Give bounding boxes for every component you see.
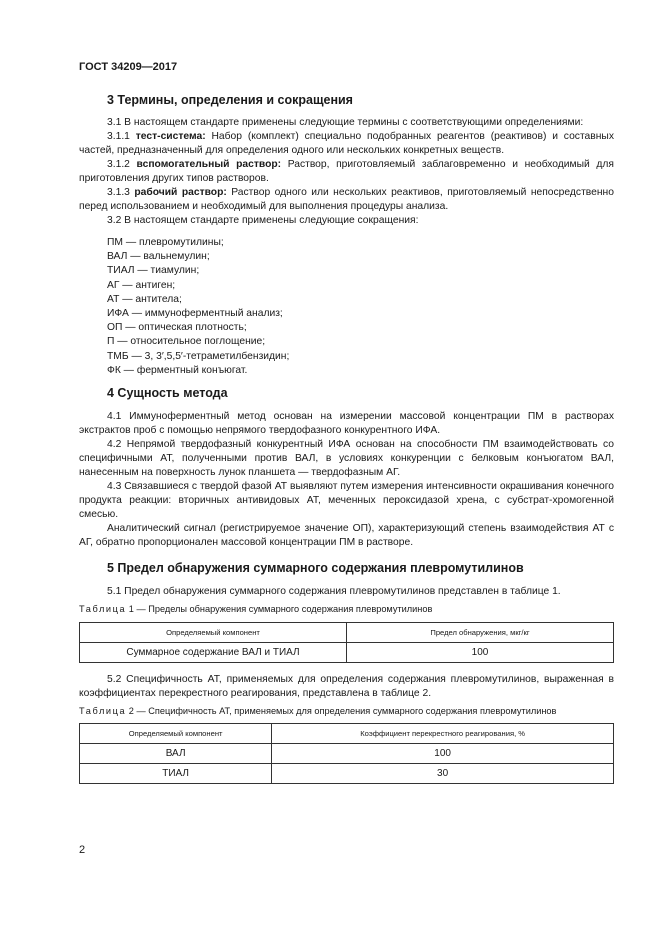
list-item: ВАЛ — вальнемулин;: [107, 251, 210, 263]
table-row: [80, 744, 614, 764]
column-header: Определяемый компонент: [80, 623, 347, 643]
list-item: ИФА — иммуноферментный анализ;: [107, 308, 283, 320]
list-item: ОП — оптическая плотность;: [107, 322, 247, 334]
paragraph-3-1: 3.1 В настоящем стандарте применены следующие термины с соответствующими определениями:: [107, 117, 584, 128]
term-name: вспомогательный раствор:: [136, 159, 282, 170]
section-4-body: [79, 410, 614, 550]
term-name: тест-система:: [135, 131, 206, 142]
term-name: рабочий раствор:: [134, 187, 227, 198]
list-item: ПМ — плевромутилины;: [107, 237, 224, 248]
column-header: Определяемый компонент: [80, 724, 272, 744]
table-row: [80, 764, 614, 784]
table-1-caption: Таблица 1 — Пределы обнаружения суммарного содержания плевромутилинов: [79, 604, 433, 614]
section-4-title: 4 Сущность метода: [107, 386, 228, 400]
term-3-1-3: 3.1.3 рабочий раствор: Раствор одного или нескольких реактивов, приготовляемый непосредственно перед использованием и необходимый для выполнения процедуры анализа.: [79, 187, 614, 212]
abbreviation-list: [107, 236, 289, 378]
paragraph-4-4: Аналитический сигнал (регистрируемое значение ОП), характеризующий степень взаимодействия АТ с АГ, обратно пропорционален массовой концентрации ПМ в растворе.: [79, 523, 614, 548]
term-3-1-1: 3.1.1 тест-система: Набор (комплект) специально подобранных реагентов (реактивов) и составных частей, предназначенный для определения одного или нескольких конкретных веществ.: [79, 131, 614, 156]
paragraph-4-1: 4.1 Иммуноферментный метод основан на измерении массовой концентрации ПМ в растворах экстрактов проб с помощью непрямого твердофазного конкурентного ИФА.: [79, 411, 614, 436]
paragraph-4-3: 4.3 Связавшиеся с твердой фазой АТ выявляют путем измерения интенсивности окрашивания конечного продукта реакции: вторичных антивидовых АТ, меченных пероксидазой хрена, с субстрат-хромогенной смесью.: [79, 481, 614, 520]
column-header: Коэффициент перекрестного реагирования, %: [272, 724, 614, 744]
table-2-caption: Таблица 2 — Специфичность АТ, применяемых для определения суммарного содержания плевромутилинов: [79, 706, 557, 716]
table-row: [80, 643, 614, 663]
list-item: АГ — антиген;: [107, 279, 176, 291]
section-3-body: [79, 116, 614, 228]
term-3-1-2: 3.1.2 вспомогательный раствор: Раствор, приготовляемый заблаговременно и необходимый для приготовления других типов растворов.: [79, 159, 614, 184]
table-cell: ВАЛ: [80, 744, 272, 764]
paragraph-5-2: 5.2 Специфичность АТ, применяемых для определения содержания плевромутилинов, выраженная в коэффициентах перекрестного реагирования, представлена в таблице 2.: [79, 674, 614, 699]
table-1: [79, 622, 614, 663]
list-item: П — относительное поглощение;: [107, 336, 266, 348]
section-5-title: 5 Предел обнаружения суммарного содержания плевромутилинов: [107, 561, 524, 575]
standard-header: ГОСТ 34209—2017: [79, 61, 178, 73]
paragraph-4-2: 4.2 Непрямой твердофазный конкурентный ИФА основан на способности ПМ взаимодействовать со специфичными АТ, полученными против ВАЛ, в условиях конкуренции с белковым конъюгатом ВАЛ, нанесенным на поверхность лунок планшета — твердофазным АГ.: [79, 439, 614, 478]
section-3-title: 3 Термины, определения и сокращения: [107, 93, 353, 107]
table-cell: 100: [272, 744, 614, 764]
column-header: Предел обнаружения, мкг/кг: [347, 623, 614, 643]
paragraph-5-1: 5.1 Предел обнаружения суммарного содержания плевромутилинов представлен в таблице 1.: [107, 586, 561, 597]
list-item: ТМБ — 3, 3′,5,5′-тетраметилбензидин;: [107, 350, 290, 362]
table-2: [79, 723, 614, 784]
list-item: АТ — антитела;: [107, 293, 182, 305]
paragraph-5-2-block: [79, 673, 614, 701]
table-header-row: [80, 623, 614, 643]
list-item: ТИАЛ — тиамулин;: [107, 265, 200, 277]
table-cell: 100: [347, 643, 614, 663]
table-cell: Суммарное содержание ВАЛ и ТИАЛ: [80, 643, 347, 663]
table-cell: ТИАЛ: [80, 764, 272, 784]
paragraph-3-2: 3.2 В настоящем стандарте применены следующие сокращения:: [107, 215, 419, 226]
table-header-row: [80, 724, 614, 744]
paragraph-5-1-block: [79, 585, 614, 599]
list-item: ФК — ферментный конъюгат.: [107, 364, 248, 376]
table-cell: 30: [272, 764, 614, 784]
page-number: 2: [79, 844, 86, 856]
